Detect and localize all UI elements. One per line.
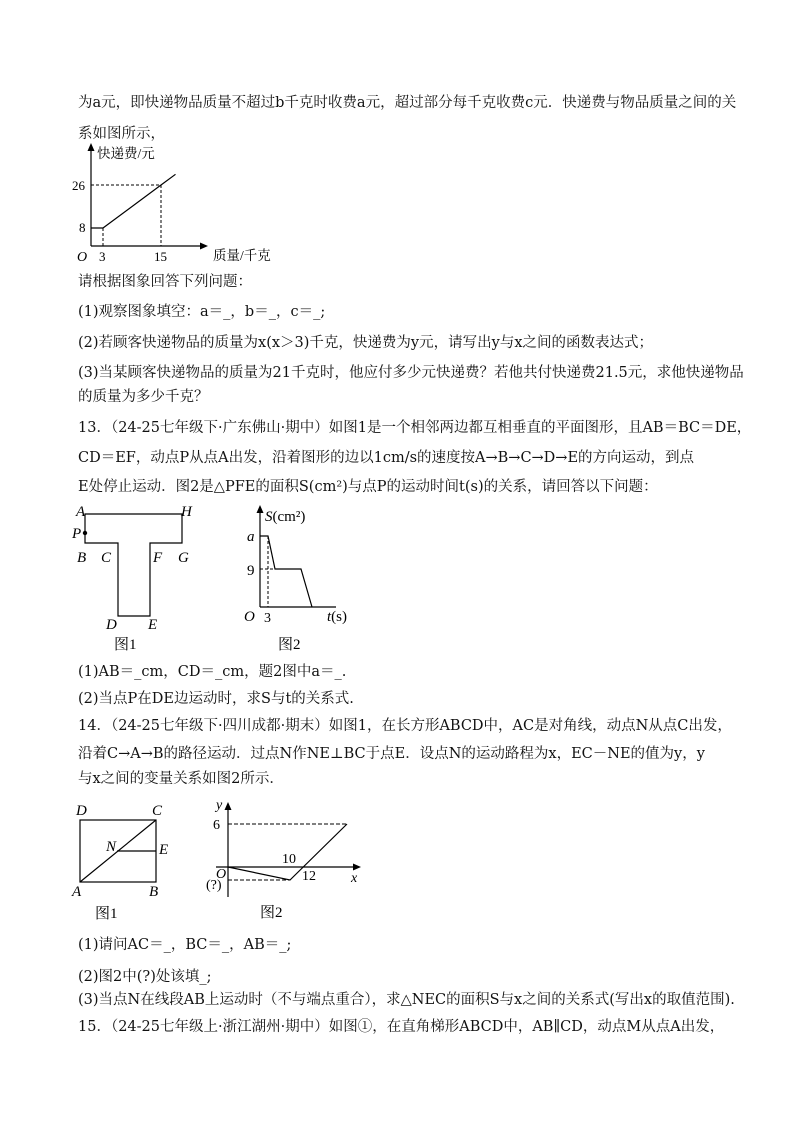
label-a: A (72, 884, 82, 900)
label-a: A (76, 504, 86, 520)
q14-figure-1 (70, 798, 180, 922)
fee-line (91, 174, 176, 228)
label-e: E (148, 617, 158, 633)
s-axis-arrow (257, 505, 264, 513)
q13-part1: (1)AB＝_cm，CD＝_cm，题2图中a＝_. (78, 664, 347, 680)
label-c: C (152, 803, 163, 819)
q15-line-1: 15．（24-25七年级上·浙江湖州·期中）如图①，在直角梯形ABCD中，AB∥CD，动点M从点A出发， (78, 1019, 725, 1035)
q14-line-3: 与x之间的变量关系如图2所示． (78, 771, 284, 787)
q12-intro: 请根据图象回答下列问题： (78, 274, 252, 290)
graph1-ytick-26: 26 (72, 178, 85, 193)
q14-part3: (3)当点N在线段AB上运动时（不与端点重合），求△NEC的面积S与x之间的关系式(写出x的取值范围). (78, 992, 735, 1008)
q12-part3-line2: 的质量为多少千克？ (78, 389, 209, 405)
label-b: B (77, 550, 87, 566)
q12-part1: (1)观察图象填空：a＝_，b＝_，c＝_; (78, 304, 326, 320)
label-g: G (178, 550, 189, 566)
y-axis-arrow (88, 143, 95, 151)
point-p (83, 531, 87, 535)
q14-line-2: 沿着C→A→B的路径运动．过点N作NE⊥BC于点E．设点N的运动路程为x，EC－NE的值为y，y (78, 746, 705, 762)
q13-fig2-ylabel: S(cm²) (265, 509, 306, 525)
q14-fig2-12: 12 (302, 869, 316, 884)
q13-fig2-t3: 3 (264, 611, 271, 626)
q13-line-3: E处停止运动．图2是△PFE的面积S(cm²)与点P的运动时间t(s)的关系，请回答以下问题： (78, 479, 658, 495)
q14-line-1: 14．（24-25七年级下·四川成都·期末）如图1，在长方形ABCD中，AC是对角线，动点N从点C出发， (78, 718, 732, 734)
q14-fig2-6: 6 (213, 818, 220, 833)
q14-fig2-origin: O (216, 867, 227, 882)
label-n: N (106, 839, 117, 855)
intro-line-1: 为a元，即快递物品质量不超过b千克时收费a元，超过部分每千克收费c元．快递费与物品质量之间的关 (78, 95, 737, 111)
q14-fig2-10: 10 (282, 852, 296, 867)
label-f: F (153, 550, 163, 566)
q13-fig2-origin: O (244, 609, 255, 625)
q14-fig1-caption: 图1 (95, 906, 118, 922)
x-axis-arrow (200, 243, 208, 250)
graph1-ytick-8: 8 (79, 220, 86, 235)
label-d: D (76, 803, 87, 819)
intro-line-2: 系如图所示， (78, 126, 165, 142)
q14-fig2-caption: 图2 (260, 905, 283, 921)
label-e: E (159, 842, 169, 858)
q13-figure-1 (70, 498, 205, 658)
q13-line-2: CD＝EF，动点P从点A出发，沿着图形的边以1cm/s的速度按A→B→C→D→E的方向运动，到点 (78, 450, 695, 466)
x-axis-arrow (353, 864, 361, 871)
y-axis-arrow (225, 802, 232, 810)
q13-figure-2 (238, 502, 358, 652)
label-d: D (106, 617, 117, 633)
q14-fig2-x: x (351, 871, 358, 886)
q13-fig2-9: 9 (247, 563, 255, 579)
q14-fig2-q: (?) (206, 878, 222, 893)
t-shape (85, 514, 182, 616)
graph1-xtick-3: 3 (99, 249, 106, 264)
label-b: B (149, 884, 159, 900)
label-h: H (181, 504, 192, 520)
q12-part2: (2)若顾客快递物品的质量为x(x＞3)千克，快递费为y元，请写出y与x之间的函数表达式； (78, 335, 653, 351)
graph1-origin: O (77, 250, 88, 265)
q13-line-1: 13．（24-25七年级下·广东佛山·期中）如图1是一个相邻两边都互相垂直的平面图形，且AB＝BC＝DE， (78, 420, 752, 436)
q13-fig1-caption: 图1 (114, 637, 137, 653)
q12-part3-line1: (3)当某顾客快递物品的质量为21千克时，他应付多少元快递费？若他共付快递费21.5元，求他快递物品 (78, 365, 744, 381)
q14-part2: (2)图2中(?)处该填_; (78, 969, 212, 985)
q13-part2: (2)当点P在DE边运动时，求S与t的关系式. (78, 691, 354, 707)
q14-figure-2 (198, 797, 366, 923)
q14-part1: (1)请问AC＝_，BC＝_，AB＝_; (78, 937, 292, 953)
label-p: P (72, 526, 82, 542)
label-c: C (101, 550, 112, 566)
graph1-xtick-15: 15 (154, 249, 167, 264)
q14-fig2-y: y (216, 798, 223, 813)
q13-fig2-caption: 图2 (278, 637, 301, 653)
graph1-ylabel: 快递费/元 (97, 146, 155, 161)
fee-mass-graph (70, 140, 271, 268)
q13-fig2-a: a (247, 529, 255, 545)
graph1-xlabel: 质量/千克 (213, 248, 271, 263)
q13-fig2-xlabel: t(s) (327, 609, 347, 625)
